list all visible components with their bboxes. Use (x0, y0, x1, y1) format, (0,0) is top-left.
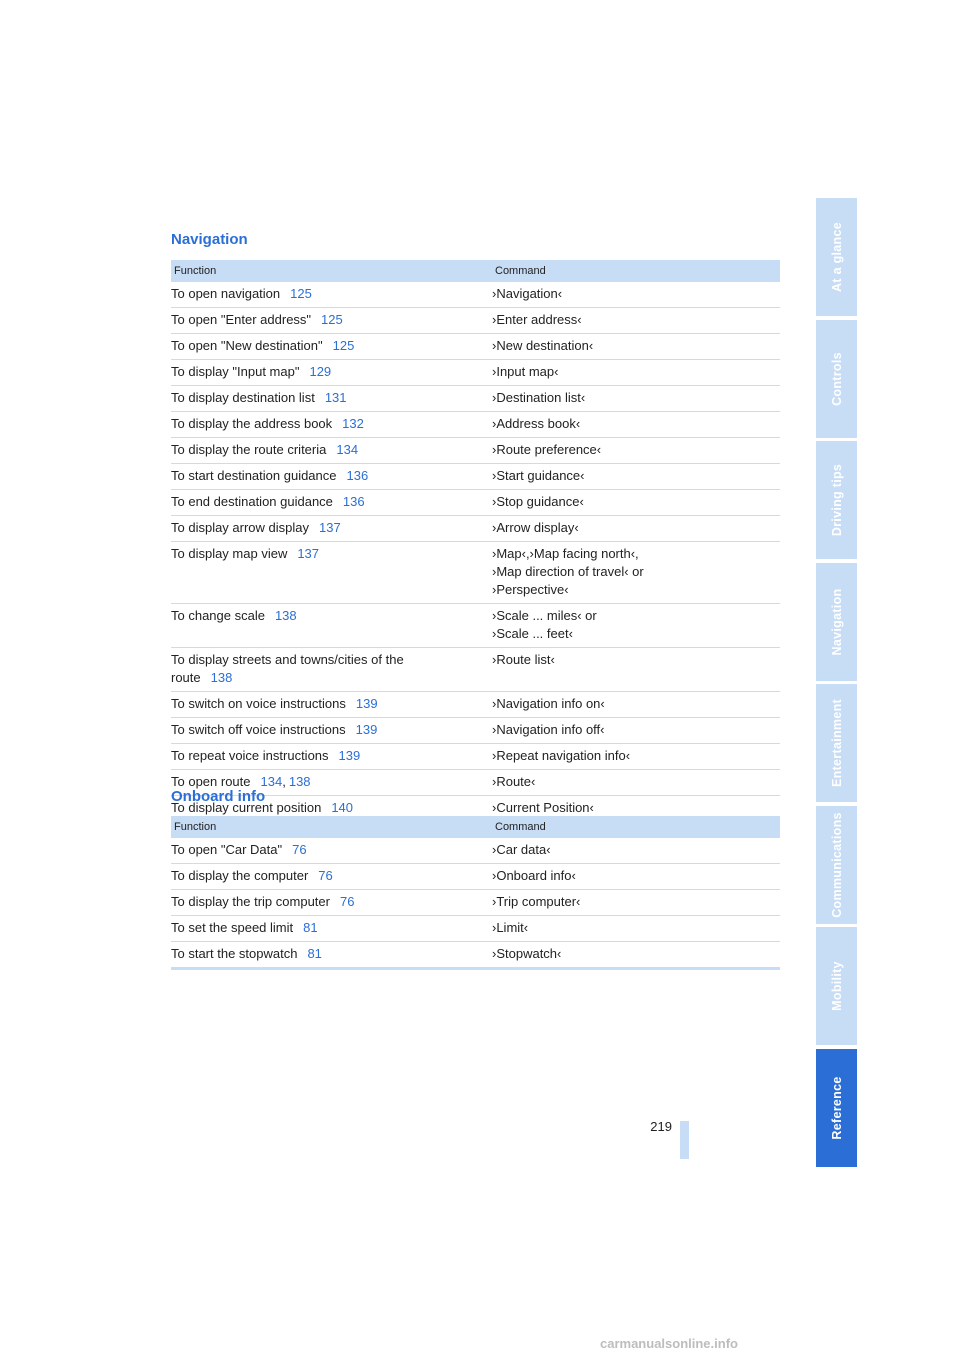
chapter-tab-controls[interactable] (816, 320, 857, 438)
voice-command-text: ›Start guidance‹ (492, 468, 585, 483)
page-reference-link[interactable]: 138 (210, 670, 233, 685)
table-row (171, 604, 780, 648)
page-reference-link[interactable]: 134 (336, 442, 359, 457)
function-text: To display destination list (171, 390, 315, 405)
chapter-tab-label: At a glance (829, 222, 844, 292)
chapter-tab-label: Reference (829, 1075, 844, 1140)
command-cell (492, 464, 780, 490)
table-row (171, 916, 780, 942)
page-reference-link[interactable]: 139 (355, 722, 378, 737)
navigation-section-title: Navigation (171, 231, 248, 248)
command-cell (492, 942, 780, 969)
function-cell (171, 744, 492, 770)
voice-command-text: ›Car data‹ (492, 842, 551, 857)
command-cell (492, 386, 780, 412)
page-reference-link[interactable]: 136 (346, 468, 369, 483)
command-column-header: Command (492, 260, 780, 282)
function-cell (171, 490, 492, 516)
page-reference-link[interactable]: 76 (339, 894, 355, 909)
table-row (171, 308, 780, 334)
table-row (171, 490, 780, 516)
function-text: To display the trip computer (171, 894, 330, 909)
function-column-header: Function (171, 816, 492, 838)
page-reference-link[interactable]: 129 (309, 364, 332, 379)
onboard-info-command-table (171, 816, 780, 970)
chapter-tab-label: Communications (829, 811, 844, 918)
voice-command-text: ›Scale ... feet‹ (492, 626, 573, 641)
function-text: To switch on voice instructions (171, 696, 346, 711)
command-cell (492, 864, 780, 890)
table-row (171, 718, 780, 744)
chapter-tab-navigation[interactable] (816, 563, 857, 681)
table-header-row (171, 260, 780, 282)
function-cell (171, 916, 492, 942)
function-text: To display the route criteria (171, 442, 327, 457)
command-cell (492, 692, 780, 718)
function-cell (171, 282, 492, 308)
watermark: carmanualsonline.info (600, 1336, 738, 1351)
function-cell (171, 464, 492, 490)
chapter-tab-driving-tips[interactable] (816, 441, 857, 559)
table-row (171, 692, 780, 718)
command-cell (492, 360, 780, 386)
voice-command-text: ›Map‹,›Map facing north‹, (492, 546, 639, 561)
voice-command-text: ›Address book‹ (492, 416, 581, 431)
function-text: To end destination guidance (171, 494, 333, 509)
table-row (171, 386, 780, 412)
chapter-tab-strip (816, 198, 857, 1160)
table-row (171, 542, 780, 604)
function-cell (171, 864, 492, 890)
voice-command-text: ›New destination‹ (492, 338, 594, 353)
table-row (171, 838, 780, 864)
navigation-command-table (171, 260, 780, 824)
command-cell (492, 308, 780, 334)
page-reference-link[interactable]: 139 (338, 748, 361, 763)
function-text: To repeat voice instructions (171, 748, 329, 763)
function-cell (171, 718, 492, 744)
function-text: To display "Input map" (171, 364, 300, 379)
function-text: To change scale (171, 608, 265, 623)
command-cell (492, 516, 780, 542)
chapter-tab-label: Navigation (829, 588, 844, 655)
command-cell (492, 648, 780, 692)
table-row (171, 360, 780, 386)
command-cell (492, 412, 780, 438)
function-text: To display current position (171, 800, 322, 815)
chapter-tab-mobility[interactable] (816, 927, 857, 1045)
page-number-bar (680, 1121, 689, 1159)
voice-command-text: ›Enter address‹ (492, 312, 582, 327)
table-row (171, 334, 780, 360)
table-header-row (171, 816, 780, 838)
function-cell (171, 438, 492, 464)
page-reference-link[interactable]: 137 (319, 520, 341, 535)
voice-command-text: ›Current Position‹ (492, 800, 594, 815)
table-row (171, 890, 780, 916)
voice-command-text: ›Route list‹ (492, 652, 555, 667)
table-row (171, 744, 780, 770)
function-cell (171, 542, 492, 604)
function-text: To start destination guidance (171, 468, 337, 483)
table-row (171, 282, 780, 308)
voice-command-text: ›Onboard info‹ (492, 868, 576, 883)
table-row (171, 412, 780, 438)
voice-command-text: ›Route preference‹ (492, 442, 602, 457)
page-reference-link[interactable]: 76 (318, 868, 333, 883)
voice-command-text: ›Route‹ (492, 774, 536, 789)
voice-command-text: ›Stopwatch‹ (492, 946, 562, 961)
command-cell (492, 770, 780, 796)
function-text: To open "Enter address" (171, 312, 312, 327)
page-reference-link[interactable]: 76 (292, 842, 307, 857)
page-reference-link[interactable]: 132 (342, 416, 364, 431)
page-reference-link[interactable]: 138 (274, 608, 297, 623)
function-cell (171, 516, 492, 542)
voice-command-text: ›Navigation info off‹ (492, 722, 605, 737)
command-cell (492, 542, 780, 604)
command-cell (492, 438, 780, 464)
table-row (171, 648, 780, 692)
page-reference-link[interactable]: 125 (332, 338, 355, 353)
voice-command-text: ›Map direction of travel‹ or (492, 564, 644, 579)
voice-command-text: ›Stop guidance‹ (492, 494, 584, 509)
chapter-tab-label: Entertainment (829, 699, 844, 787)
command-cell (492, 490, 780, 516)
command-cell (492, 718, 780, 744)
function-text: To display streets and towns/cities of the route (171, 652, 404, 685)
function-column-header: Function (171, 260, 492, 282)
chapter-tab-entertainment[interactable] (816, 684, 857, 802)
function-cell (171, 838, 492, 864)
function-text: To start the stopwatch (171, 946, 298, 961)
function-cell (171, 604, 492, 648)
command-cell (492, 838, 780, 864)
function-text: To switch off voice instructions (171, 722, 346, 737)
table-row (171, 464, 780, 490)
page-reference-link[interactable]: 81 (303, 920, 318, 935)
voice-command-text: ›Navigation‹ (492, 286, 563, 301)
chapter-tab-label: Controls (829, 351, 844, 406)
voice-command-text: ›Perspective‹ (492, 582, 569, 597)
page-reference-link[interactable]: 139 (355, 696, 378, 711)
function-text: To display map view (171, 546, 288, 561)
function-cell (171, 692, 492, 718)
voice-command-text: ›Input map‹ (492, 364, 559, 379)
table-row (171, 516, 780, 542)
function-text: To display the address book (171, 416, 333, 431)
voice-command-text: ›Destination list‹ (492, 390, 586, 405)
chapter-tab-label: Mobility (829, 961, 844, 1011)
function-cell (171, 412, 492, 438)
function-text: To open navigation (171, 286, 281, 301)
page-reference-link[interactable]: 125 (321, 312, 343, 327)
chapter-tab-at-a-glance[interactable] (816, 198, 857, 316)
function-text: To open route (171, 774, 251, 789)
command-cell (492, 282, 780, 308)
onboard-info-section-title: Onboard info (171, 788, 266, 805)
command-cell (492, 916, 780, 942)
table-row (171, 864, 780, 890)
chapter-tab-reference[interactable] (816, 1049, 857, 1167)
function-cell (171, 386, 492, 412)
page-reference-link[interactable]: 131 (324, 390, 347, 405)
chapter-tab-label: Driving tips (829, 463, 844, 537)
voice-command-text: ›Arrow display‹ (492, 520, 579, 535)
function-cell (171, 360, 492, 386)
page-reference-link[interactable]: 138 (288, 774, 311, 789)
page-reference-link[interactable]: 137 (297, 546, 320, 561)
voice-command-text: ›Limit‹ (492, 920, 529, 935)
command-column-header: Command (492, 816, 780, 838)
function-text: To open "New destination" (171, 338, 323, 353)
function-text: To set the speed limit (171, 920, 294, 935)
page-number: 219 (650, 1119, 672, 1134)
command-cell (492, 744, 780, 770)
page-reference-link[interactable]: 136 (342, 494, 365, 509)
function-cell (171, 648, 492, 692)
function-cell (171, 890, 492, 916)
command-cell (492, 604, 780, 648)
page-reference-link[interactable]: 140 (331, 800, 354, 815)
command-cell (492, 890, 780, 916)
page-reference-link[interactable]: 81 (307, 946, 322, 961)
function-cell (171, 308, 492, 334)
voice-command-text: ›Trip computer‹ (492, 894, 581, 909)
chapter-tab-communications[interactable] (816, 806, 857, 924)
function-text: To open "Car Data" (171, 842, 283, 857)
voice-command-text: ›Repeat navigation info‹ (492, 748, 631, 763)
voice-command-text: ›Scale ... miles‹ or (492, 608, 597, 623)
function-cell (171, 942, 492, 969)
table-row (171, 438, 780, 464)
command-cell (492, 334, 780, 360)
voice-command-text: ›Navigation info on‹ (492, 696, 605, 711)
page-reference-link[interactable]: 134 (260, 774, 283, 789)
function-text: To display arrow display (171, 520, 310, 535)
function-cell: To open route 134, 138 (171, 770, 492, 796)
table-row (171, 942, 780, 969)
function-text: To display the computer (171, 868, 309, 883)
page-reference-link[interactable]: 125 (290, 286, 312, 301)
function-cell (171, 334, 492, 360)
